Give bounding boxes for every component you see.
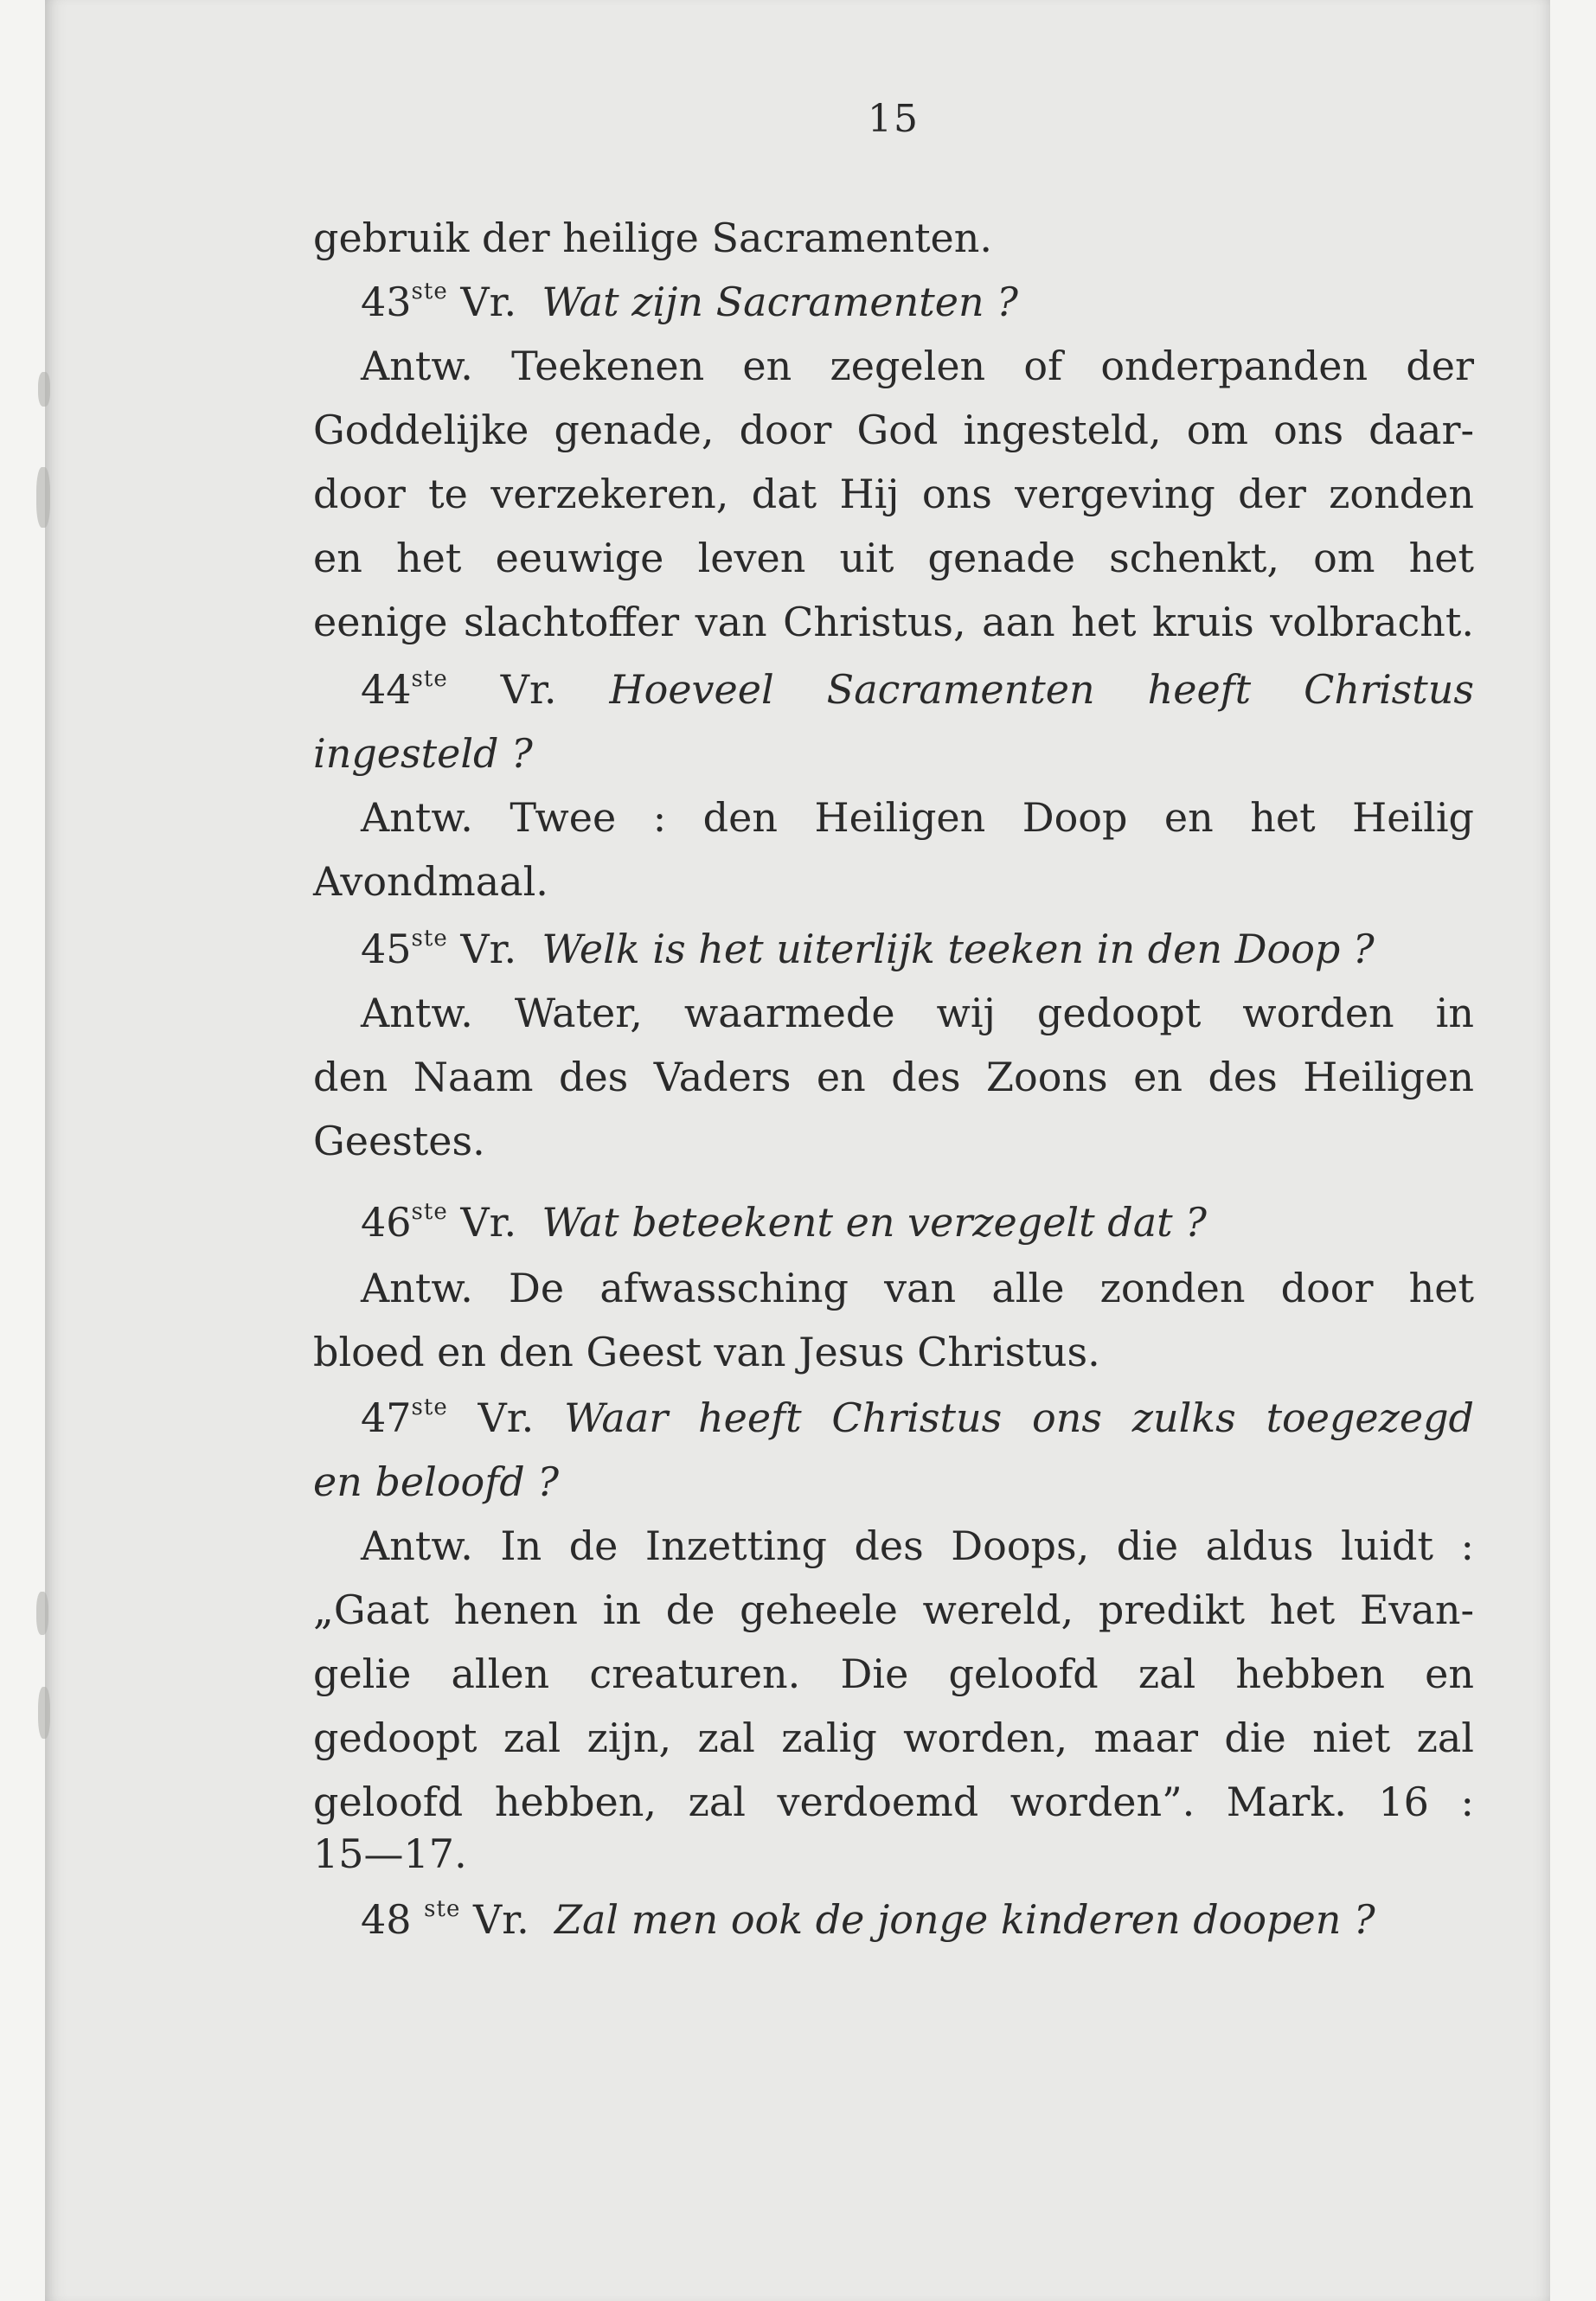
text-line: den Naam des Vaders en des Zoons en des Heiligen [313, 1054, 1474, 1100]
book-page [45, 0, 1550, 2301]
question-47 [361, 1394, 1474, 1441]
text-line: Antw. Twee : den Heiligen Doop en het Heilig [361, 794, 1474, 841]
text-line: gedoopt zal zijn, zal zalig worden, maar die niet zal [313, 1715, 1474, 1761]
question-46 [361, 1199, 1207, 1246]
text-line: Antw. In de Inzetting des Doops, die aldus luidt : [361, 1522, 1474, 1569]
question-text: Zal men ook de jonge kinderen doopen ? [554, 1896, 1375, 1943]
ordinal-suffix: ste [411, 666, 448, 692]
question-text-continued: ingesteld ? [313, 730, 533, 777]
ordinal-suffix: ste [411, 1199, 448, 1225]
question-text: Waar heeft Christus ons zulks toegezegd [564, 1394, 1474, 1441]
page-number: 15 [868, 97, 920, 141]
ink-smudge [36, 467, 50, 528]
question-48 [361, 1896, 1375, 1943]
question-abbrev: Vr. [460, 926, 517, 972]
question-44 [361, 666, 1475, 713]
question-text: Hoeveel Sacramenten heeft Christus [609, 666, 1475, 713]
text-line: bloed en den Geest van Jesus Christus. [313, 1329, 1100, 1375]
question-43 [361, 279, 1018, 325]
text-line: en het eeuwige leven uit genade schenkt, om het [313, 535, 1474, 581]
ordinal-suffix: ste [411, 1394, 448, 1420]
ink-smudge [38, 372, 50, 407]
text-line: gelie allen creaturen. Die geloofd zal hebben en [313, 1650, 1474, 1697]
text-line: Goddelijke genade, door God ingesteld, om ons daar- [313, 407, 1474, 453]
question-number: 47 [361, 1394, 412, 1441]
text-line: gebruik der heilige Sacramenten. [313, 215, 993, 261]
question-abbrev: Vr. [460, 1199, 517, 1246]
text-line: Antw. Teekenen en zegelen of onderpanden der [361, 343, 1474, 389]
ink-smudge [38, 1687, 50, 1739]
question-text-continued: en beloofd ? [313, 1458, 559, 1505]
question-abbrev: Vr. [472, 1896, 529, 1943]
text-line: eenige slachtoffer van Christus, aan het kruis volbracht. [313, 599, 1474, 645]
question-number: 45 [361, 926, 412, 972]
question-number: 43 [361, 279, 412, 325]
ordinal-suffix: ste [424, 1896, 461, 1922]
ink-smudge [36, 1592, 48, 1635]
question-number: 48 [361, 1896, 412, 1943]
text-line: Antw. De afwassching van alle zonden door het [361, 1265, 1474, 1311]
question-number: 46 [361, 1199, 412, 1246]
question-abbrev: Vr. [460, 279, 517, 325]
text-line: Antw. Water, waarmede wij gedoopt worden in [361, 990, 1474, 1036]
text-line: Geestes. [313, 1118, 485, 1164]
question-number: 44 [361, 666, 412, 713]
ordinal-suffix: ste [411, 279, 448, 304]
text-line: door te verzekeren, dat Hij ons vergeving der zonden [313, 471, 1474, 517]
text-line: 15—17. [313, 1830, 467, 1877]
text-line: geloofd hebben, zal verdoemd worden”. Mark. 16 : [313, 1779, 1474, 1825]
text-line: Avondmaal. [313, 858, 548, 905]
question-text: Wat beteekent en verzegelt dat ? [542, 1199, 1207, 1246]
ordinal-suffix: ste [411, 926, 448, 952]
text-line: „Gaat henen in de geheele wereld, predikt het Evan- [313, 1586, 1474, 1633]
question-abbrev: Vr. [500, 666, 557, 713]
question-45 [361, 926, 1375, 972]
question-abbrev: Vr. [478, 1394, 535, 1441]
question-text: Welk is het uiterlijk teeken in den Doop ? [542, 926, 1375, 972]
question-text: Wat zijn Sacramenten ? [542, 279, 1018, 325]
